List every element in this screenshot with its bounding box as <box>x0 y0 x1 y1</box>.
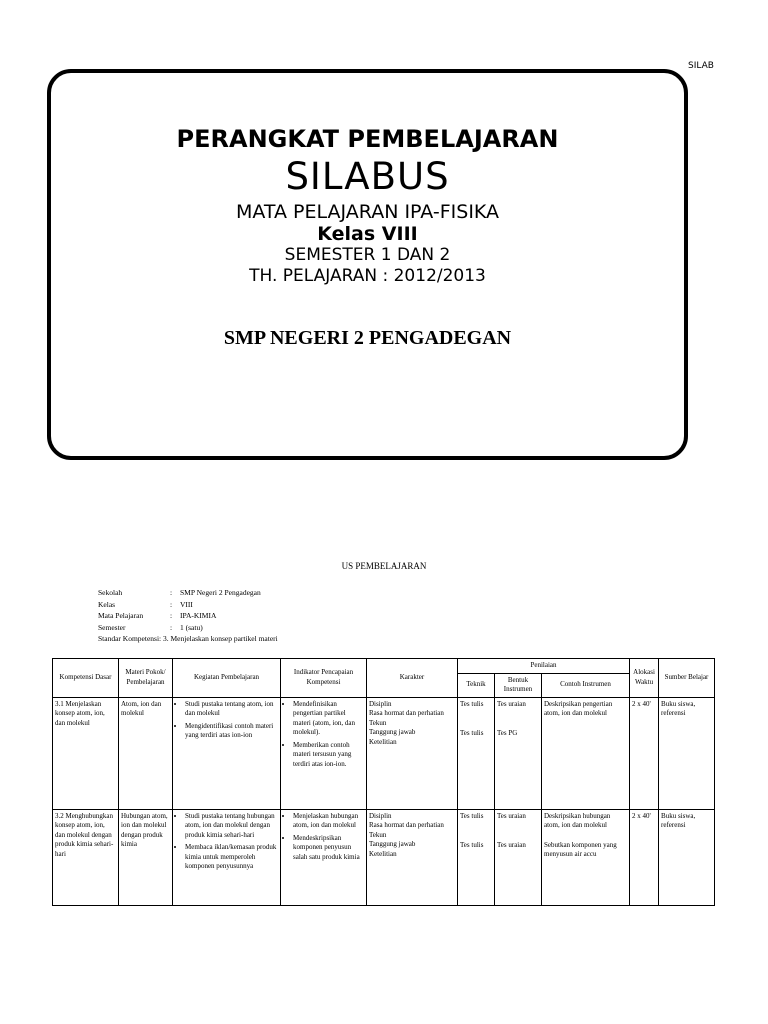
table-row <box>53 809 715 905</box>
syllabus-meta <box>98 587 278 645</box>
cell-contoh: Deskripsikan hubungan atom, ion dan molekul Sebutkan komponen yang menyusun air accu <box>542 809 630 905</box>
cell-indikator: • Mendefinisikan pengertian partikel materi (atom, ion, dan molekul). • Memberikan contoh materi tersusun yang terdiri atas ion-ion. <box>281 697 367 809</box>
cell-bentuk: Tes uraian Tes PG <box>495 697 542 809</box>
cell-kegiatan: • Studi pustaka tentang hubungan atom, ion dan molekul dengan produk kimia sehari-hari • Membaca iklan/kemasan produk kimia untuk memperoleh komponen penyusunnya <box>173 809 281 905</box>
header-materi: Materi Pokok/ Pembelajaran <box>119 659 173 698</box>
syllabus-subtitle: US PEMBELAJARAN <box>341 561 427 571</box>
meta-row: Sekolah : SMP Negeri 2 Pengadegan <box>98 588 261 597</box>
cover-year: TH. PELAJARAN : 2012/2013 <box>249 266 486 286</box>
header-penilaian: Penilaian <box>458 659 630 674</box>
header-teknik: Teknik <box>458 673 495 697</box>
cover-title: SILABUS <box>285 155 450 198</box>
cover-box <box>47 69 688 460</box>
cell-alokasi: 2 x 40' <box>630 809 659 905</box>
cell-bentuk: Tes uraian Tes uraian <box>495 809 542 905</box>
meta-row: Semester : 1 (satu) <box>98 622 203 632</box>
header-sumber: Sumber Belajar <box>659 659 715 698</box>
meta-row: Mata Pelajaran : IPA-KIMIA <box>98 611 217 620</box>
cell-kegiatan: • Studi pustaka tentang atom, ion dan molekul • Mengidentifikasi contoh materi yang terdiri atas ion-ion <box>173 697 281 809</box>
cell-kd: 3.2 Menghubungkan konsep atom, ion, dan molekul dengan produk kimia sehari-hari <box>53 809 119 905</box>
cell-sumber: Buku siswa, referensi <box>659 697 715 809</box>
cover-class: Kelas VIII <box>317 223 418 245</box>
cell-karakter: Disiplin Rasa hormat dan perhatian Tekun Tanggung jawab Ketelitian <box>367 697 458 809</box>
header-kegiatan: Kegiatan Pembelajaran <box>173 659 281 698</box>
cell-alokasi: 2 x 40' <box>630 697 659 809</box>
table-row <box>53 697 715 809</box>
cell-materi: Hubungan atom, ion dan molekul dengan produk kimia <box>119 809 173 905</box>
header-bentuk: Bentuk Instrumen <box>495 673 542 697</box>
syllabus-table <box>52 658 715 906</box>
header-indikator: Indikator Pencapaian Kompetensi <box>281 659 367 698</box>
cell-sumber: Buku siswa, referensi <box>659 809 715 905</box>
cover-school: SMP NEGERI 2 PENGADEGAN <box>223 327 512 349</box>
cell-indikator: • Menjelaskan hubungan atom, ion dan molekul • Mendeskripsikan komponen penyusun salah satu produk kimia <box>281 809 367 905</box>
corner-label: SILAB <box>688 61 714 71</box>
cover-subject: MATA PELAJARAN IPA-FISIKA <box>235 201 500 223</box>
header-karakter: Karakter <box>367 659 458 698</box>
cell-teknik: Tes tulis Tes tulis <box>458 697 495 809</box>
header-contoh: Contoh Instrumen <box>542 673 630 697</box>
header-kd: Kompetensi Dasar <box>53 659 119 698</box>
cell-teknik: Tes tulis Tes tulis <box>458 809 495 905</box>
meta-row: Standar Kompetensi: 3. Menjelaskan konsep partikel materi <box>98 634 278 643</box>
cover-heading: PERANGKAT PEMBELAJARAN <box>176 125 559 153</box>
cell-kd: 3.1 Menjelaskan konsep atom, ion, dan molekul <box>53 697 119 809</box>
cell-contoh: Deskripsikan pengertian atom, ion dan molekul <box>542 697 630 809</box>
header-alokasi: Alokasi Waktu <box>630 659 659 698</box>
meta-row: Kelas : VIII <box>98 599 193 609</box>
cell-karakter: Disiplin Rasa hormat dan perhatian Tekun Tanggung jawab Ketelitian <box>367 809 458 905</box>
cover-semester: SEMESTER 1 DAN 2 <box>284 245 451 265</box>
cell-materi: Atom, ion dan molekul <box>119 697 173 809</box>
